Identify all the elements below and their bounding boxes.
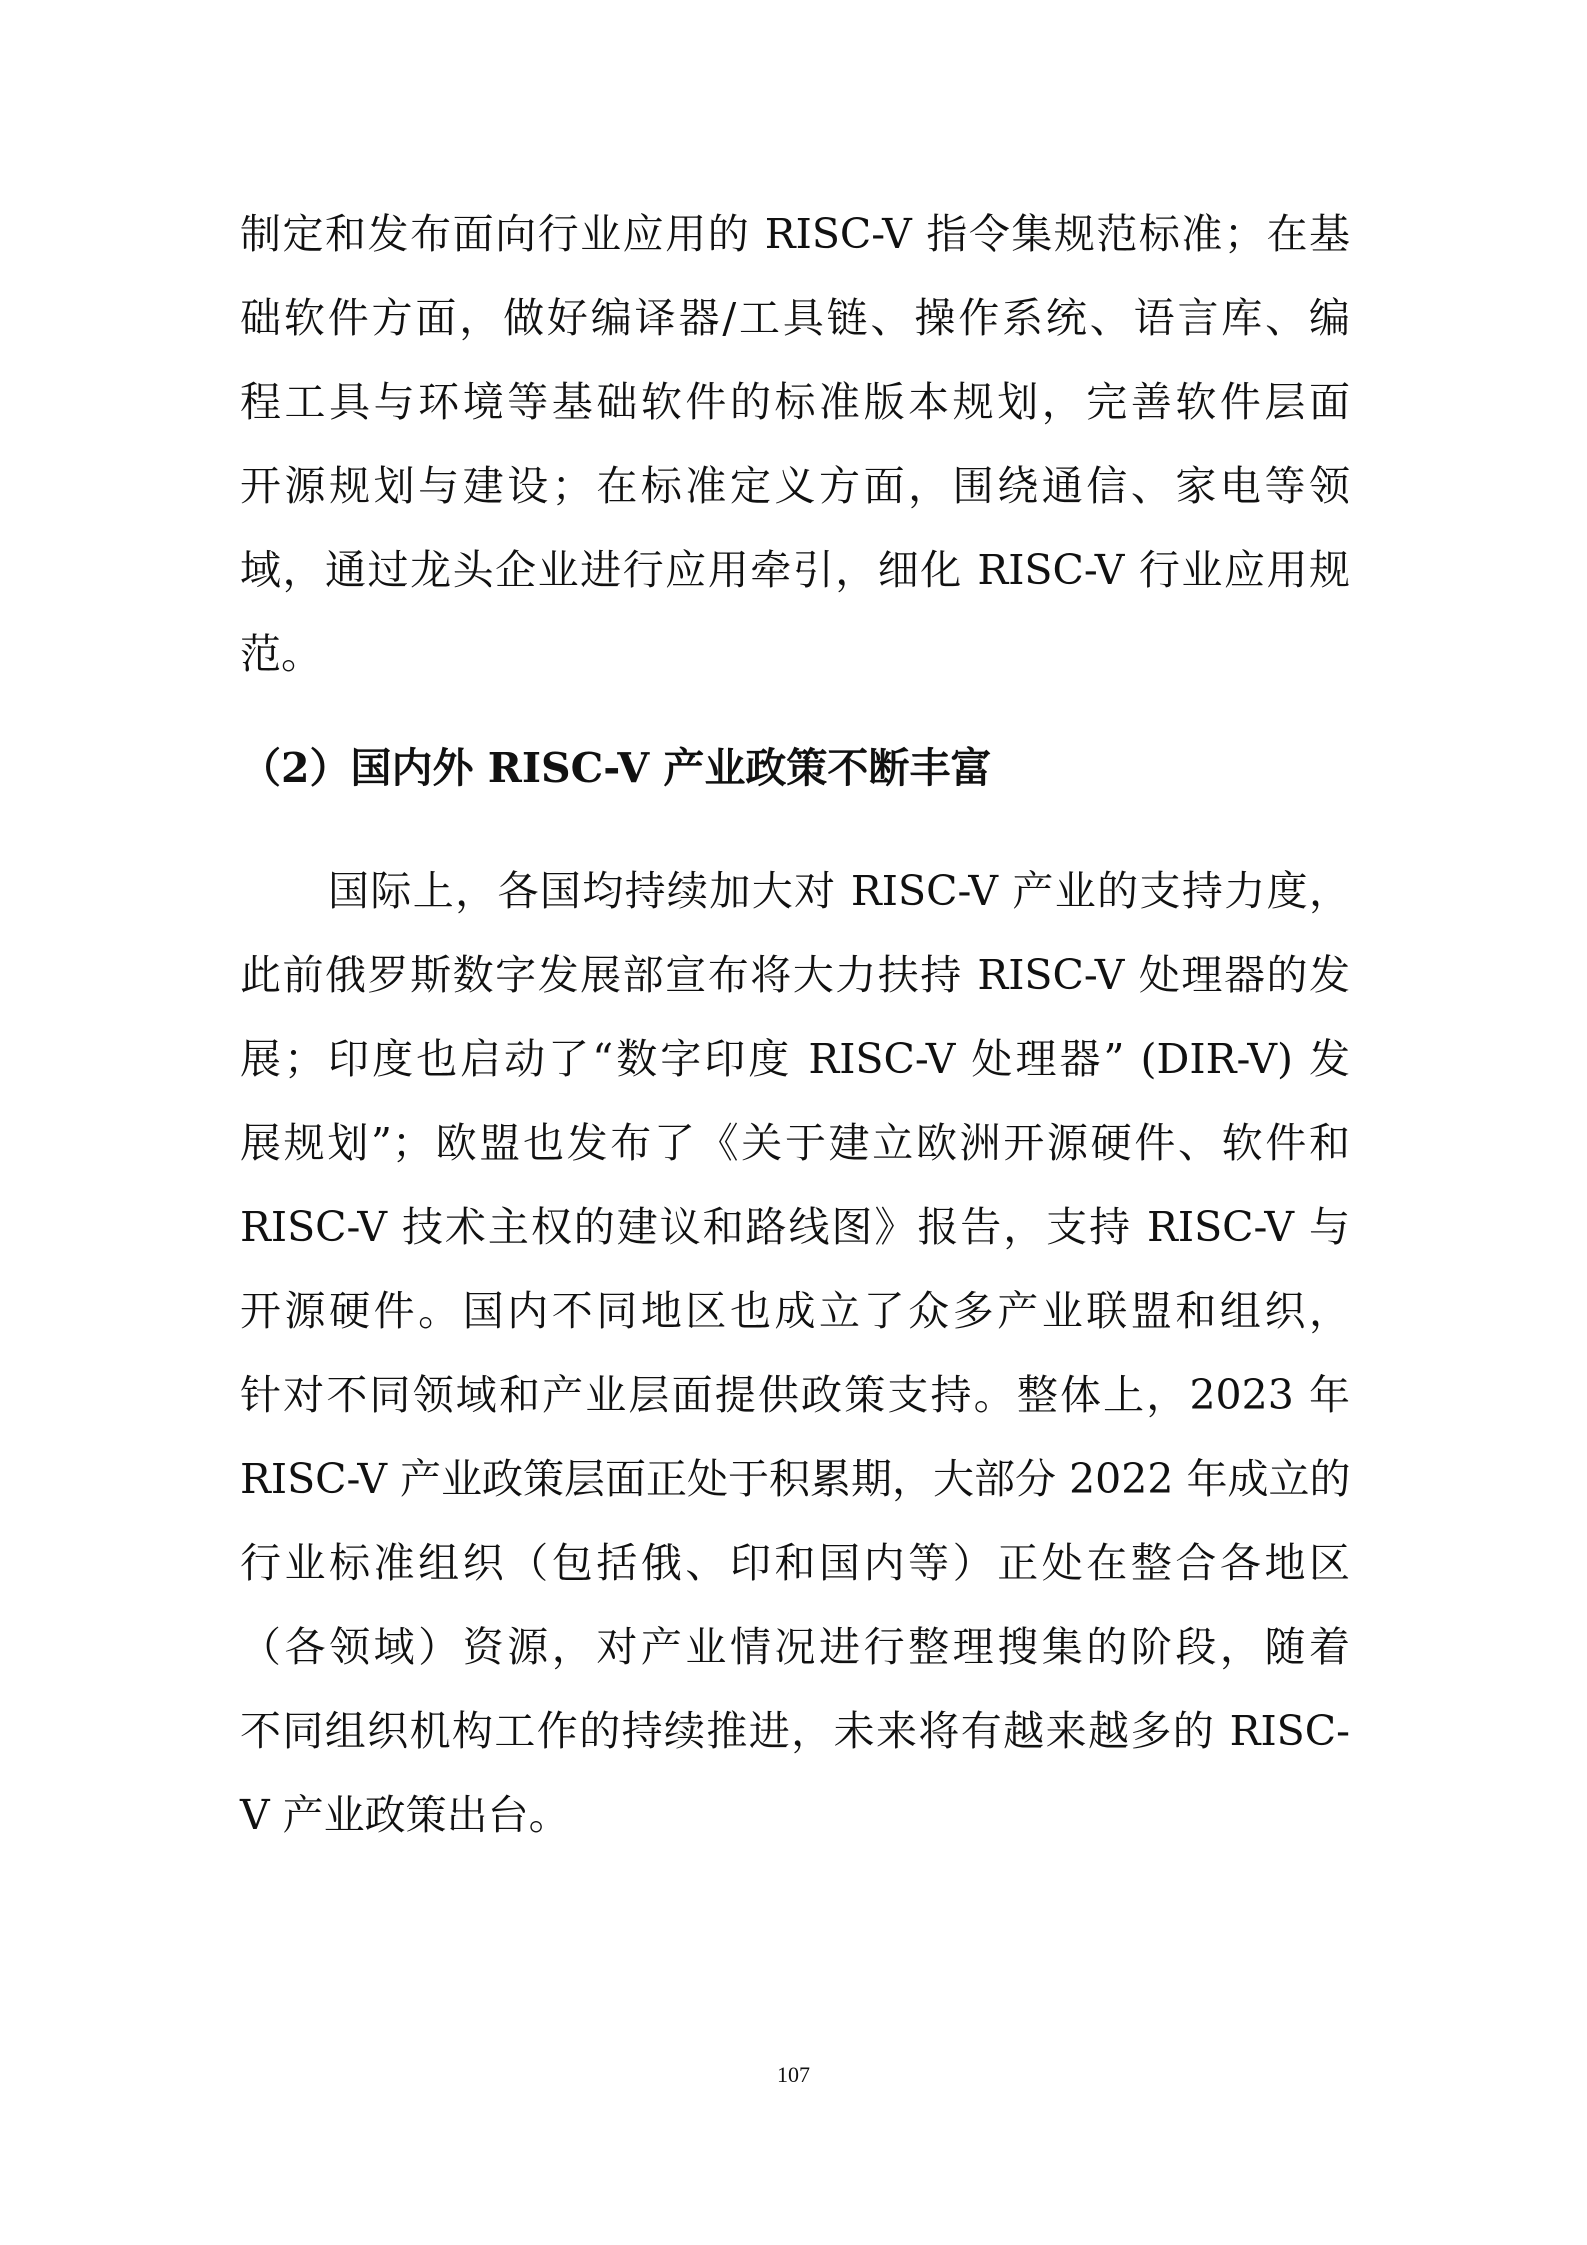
paragraph-line: 程工具与环境等基础软件的标准版本规划，完善软件层面 bbox=[240, 378, 1350, 426]
paragraph-line: 不同组织机构工作的持续推进，未来将有越来越多的 RISC- bbox=[240, 1707, 1350, 1755]
paragraph-line: 展规划”；欧盟也发布了《关于建立欧洲开源硬件、软件和 bbox=[240, 1119, 1350, 1167]
paragraph-line: 国际上，各国均持续加大对 RISC-V 产业的支持力度， bbox=[328, 867, 1350, 915]
paragraph-line: 开源硬件。国内不同地区也成立了众多产业联盟和组织， bbox=[240, 1287, 1350, 1335]
paragraph-line: RISC-V 产业政策层面正处于积累期，大部分 2022 年成立的 bbox=[240, 1455, 1351, 1503]
paragraph-line: RISC-V 技术主权的建议和路线图》报告，支持 RISC-V 与 bbox=[240, 1203, 1350, 1251]
paragraph-line: （各领域）资源，对产业情况进行整理搜集的阶段，随着 bbox=[240, 1623, 1350, 1671]
paragraph-line: 展；印度也启动了“数字印度 RISC-V 处理器” (DIR-V) 发 bbox=[240, 1035, 1350, 1083]
paragraph-line: 范。 bbox=[240, 630, 322, 678]
paragraph-line: 制定和发布面向行业应用的 RISC-V 指令集规范标准；在基 bbox=[240, 210, 1350, 258]
paragraph-line: 行业标准组织（包括俄、印和国内等）正处在整合各地区 bbox=[240, 1539, 1350, 1587]
paragraph-line: 域，通过龙头企业进行应用牵引，细化 RISC-V 行业应用规 bbox=[240, 546, 1350, 594]
paragraph-line: 开源规划与建设；在标准定义方面，围绕通信、家电等领 bbox=[240, 462, 1350, 510]
paragraph-line: V 产业政策出台。 bbox=[240, 1791, 570, 1839]
paragraph-line: 础软件方面，做好编译器/工具链、操作系统、语言库、编 bbox=[240, 294, 1350, 342]
paragraph-line: 针对不同领域和产业层面提供政策支持。整体上，2023 年 bbox=[240, 1371, 1350, 1419]
section-heading: （2）国内外 RISC-V 产业政策不断丰富 bbox=[240, 744, 992, 792]
page-number: 107 bbox=[777, 2062, 810, 2087]
paragraph-line: 此前俄罗斯数字发展部宣布将大力扶持 RISC-V 处理器的发 bbox=[240, 951, 1350, 999]
